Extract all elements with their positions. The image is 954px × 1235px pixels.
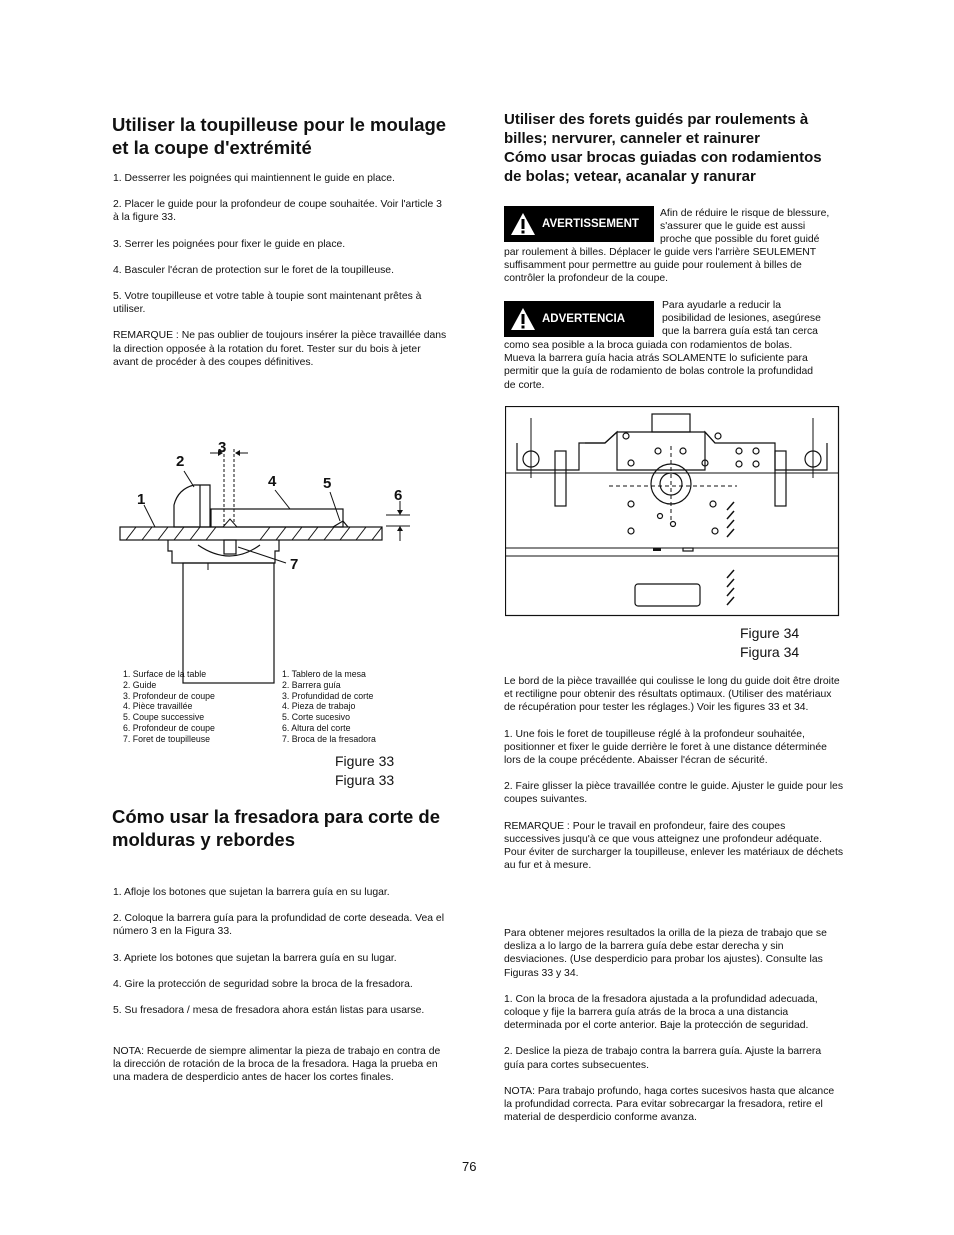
vent-slots-bottom (727, 570, 734, 605)
callout-7: 7 (290, 556, 299, 573)
fr-paragraphs (504, 675, 844, 885)
warning-es-body-3: permitir que la guía de rodamiento de bolas controle la profundidad (504, 366, 814, 378)
legend-es-5: 5. Corte sucesivo (282, 712, 350, 723)
heading-es-line2: de bolas; vetear, acanalar y ranurar (504, 168, 756, 185)
fr-step-2: 2. Placer le guide pour la profondeur de coupe souhaitée. Voir l'article 3 à la figure 33. (113, 199, 442, 224)
fr-step-4: 4. Basculer l'écran de protection sur le foret de la toupilleuse. (113, 264, 394, 276)
legend-es-3: 3. Profundidad de corte (282, 690, 374, 701)
es-paragraph-3: 2. Deslice la pieza de trabajo contra la barrera guía. Ajuste la barrera guía para cortes subsecuentes. (504, 1046, 822, 1071)
legend-fr-6: 6. Profondeur de coupe (123, 722, 215, 733)
warning-es-side-1: Para ayudarle a reducir la (662, 300, 781, 311)
leader-4 (275, 490, 290, 509)
warning-fr-side-1: Afin de réduire le risque de blessure, (660, 208, 830, 219)
legend-fr-4: 4. Pièce travaillée (123, 701, 193, 712)
fence-knob-right (805, 418, 821, 478)
fig34-caption-fr: Figure 34 (740, 625, 800, 641)
warning-fr-side-2: s'assurer que le guide est aussi (660, 221, 806, 233)
leader-1 (144, 505, 155, 527)
fr-step-5: 5. Votre toupilleuse et votre table à toupie sont maintenant prêtes à utiliser. (113, 291, 422, 316)
es-section-heading: Cómo usar la fresadora para corte de molduras y rebordes (112, 806, 440, 850)
fr-paragraph-4: REMARQUE : Pour le travail en profondeur, faire des coupes successives jusqu'à ce que vous atteignez une profondeur adéquate. Pour éviter de surcharger la toupilleuse, enlever les matériaux de déchets au fur et à mesure. (504, 820, 844, 872)
router-bit (224, 540, 236, 554)
es-paragraph-1: Para obtener mejores resultados la orilla de la pieza de trabajo que se desliza a lo largo de la barrera guía debe estar derecha y sin desviaciones. (Use desperdicio para probar los ajustes). Consulte las Figuras 33 y 34. (504, 928, 827, 979)
leader-5 (330, 492, 340, 521)
legend-fr-1: 1. Surface de la table (123, 669, 207, 679)
callout-1: 1 (137, 491, 146, 508)
es-paragraph-4: NOTA: Para trabajo profundo, haga cortes sucesivos hasta que alcance la profundidad correcta. Para evitar sobrecargar la fresadora, retire el material de desperdicio conforme avanza. (504, 1085, 835, 1124)
callout-4: 4 (268, 473, 277, 490)
fig33-caption (335, 752, 394, 790)
warning-badge-fr (504, 206, 654, 242)
warning-fr-body (504, 246, 849, 286)
heading-fr-line1: Utiliser des forets guidés par roulements à (504, 111, 809, 128)
table-hatching (126, 527, 382, 540)
warning-triangle-icon (510, 307, 536, 331)
fig33-caption-es: Figura 33 (335, 772, 395, 788)
callout-6: 6 (394, 487, 403, 504)
fr-section-heading: Utiliser la toupilleuse pour le moulage et la coupe d'extrémité (112, 114, 447, 158)
page-number: 76 (462, 1159, 477, 1174)
warning-label-fr: AVERTISSEMENT (542, 218, 639, 230)
fence-knob-left (523, 418, 539, 478)
fr-step-1: 1. Desserrer les poignées qui maintiennent le guide en place. (113, 173, 395, 184)
fr-note: REMARQUE : Ne pas oublier de toujours insérer la pièce travaillée dans la direction opposée à la rotation du foret. Tester sur du bois à jeter avant de procéder à des coupes définitives. (113, 330, 447, 368)
warning-fr-body-3: contrôler la profondeur de la coupe. (504, 273, 669, 285)
es-step-2: 2. Coloque la barrera guía para la profundidad de corte deseada. Vea el número 3 en la Figura 33. (113, 913, 445, 938)
legend-fr-2: 2. Guide (123, 679, 157, 690)
fr-paragraph-3: 2. Faire glisser la pièce travaillée contre le guide. Ajuster le guide pour les coupes suivantes. (504, 781, 844, 806)
callout-5: 5 (323, 475, 332, 492)
fig33-legend-fr (123, 669, 273, 745)
legend-fr-3: 3. Profondeur de coupe (123, 690, 215, 701)
fig34-caption-es: Figura 34 (740, 644, 800, 660)
right-section-heading (504, 110, 849, 186)
fig34-caption (740, 624, 799, 662)
es-step-4: 4. Gire la protección de seguridad sobre la broca de la fresadora. (113, 978, 413, 990)
vent-slots-top (727, 502, 734, 537)
legend-es-6: 6. Altura del corte (282, 722, 351, 733)
warning-badge-es (504, 301, 654, 337)
warning-fr-side-3: proche que possible du foret guidé (660, 234, 820, 246)
heading-fr-line2: billes; nervurer, canneler et rainurer (504, 130, 760, 147)
warning-fr-body-1: par roulement à billes. Déplacer le guide vers l'arrière SEULEMENT (504, 247, 817, 258)
es-note: NOTA: Recuerde de siempre alimentar la pieza de trabajo en contra de la dirección de rotación de la broca de la fresadora. Haga la prueba en una madera de desperdicio antes de hacer los cortes finales. (113, 1046, 441, 1084)
es-steps-list (113, 886, 448, 1030)
legend-es-4: 4. Pieza de trabajo (282, 701, 356, 712)
fence-plate (652, 414, 690, 432)
es-paragraph-2: 1. Con la broca de la fresadora ajustada a la profundidad adecuada, coloque y fije la barrera guía atrás de la broca a una distancia determinada por el corte anterior. Baje la protección de seguridad. (504, 993, 818, 1032)
warning-es-body-1: como sea posible a la broca guiada con rodamientos de bolas. (504, 340, 793, 351)
legend-es-2: 2. Barrera guía (282, 679, 341, 690)
fr-paragraph-2: 1. Une fois le foret de toupilleuse réglé à la profondeur souhaitée, positionner et fixer le guide derrière le foret à une distance déterminée lors de la coupe précédente. Abaisser l'écran de sécurité. (504, 728, 827, 767)
warning-es-side-2: posibilidad de lesiones, asegúrese (662, 313, 821, 325)
figure-34-diagram (505, 406, 840, 617)
warning-triangle-icon (510, 212, 536, 236)
es-paragraphs (504, 927, 844, 1137)
guide-fence (174, 485, 210, 527)
warning-es-body-4: de corte. (504, 379, 545, 391)
es-step-3: 3. Apriete los botones que sujetan la barrera guía en su lugar. (113, 952, 397, 964)
warning-fr-body-2: suffisamment pour permettre au guide pour roulement à billes de (504, 260, 802, 272)
es-step-1: 1. Afloje los botones que sujetan la barrera guía en su lugar. (113, 887, 390, 898)
warning-es-side-3: que la barrera guía está tan cerca (662, 326, 818, 338)
fr-paragraph-1: Le bord de la pièce travaillée qui coulisse le long du guide doit être droite et rectiligne pour obtenir des résultats optimaux. (Utiliser des matériaux de récupération pour tester les réglages.) Voir les figures 33 et 34. (504, 676, 840, 714)
callout-3: 3 (218, 439, 227, 456)
warning-es-body (504, 339, 849, 392)
legend-fr-5: 5. Coupe successive (123, 712, 205, 723)
fig33-caption-fr: Figure 33 (335, 753, 395, 769)
heading-es-line1: Cómo usar brocas guiadas con rodamientos (504, 149, 822, 166)
legend-es-7: 7. Broca de la fresadora (282, 733, 376, 744)
router-motor (183, 563, 274, 683)
fig33-legend-es (282, 669, 432, 745)
fr-steps-list (113, 172, 448, 382)
figure-33-diagram (110, 435, 420, 690)
legend-fr-7: 7. Foret de toupilleuse (123, 733, 211, 744)
power-switch (635, 584, 700, 606)
callout-2: 2 (176, 453, 185, 470)
warning-fr-side-text (660, 207, 845, 247)
scale-right (775, 451, 786, 506)
legend-es-1: 1. Tablero de la mesa (282, 669, 366, 679)
warning-es-side-text (662, 299, 847, 339)
warning-label-es: ADVERTENCIA (542, 313, 626, 325)
leader-2 (184, 471, 194, 487)
es-step-5: 5. Su fresadora / mesa de fresadora ahora están listas para usarse. (113, 1005, 425, 1017)
fr-step-3: 3. Serrer les poignées pour fixer le guide en place. (113, 238, 346, 250)
scale-left (555, 451, 566, 506)
warning-es-body-2: Mueva la barrera guía hacia atrás SOLAMENTE lo suficiente para (504, 353, 808, 365)
